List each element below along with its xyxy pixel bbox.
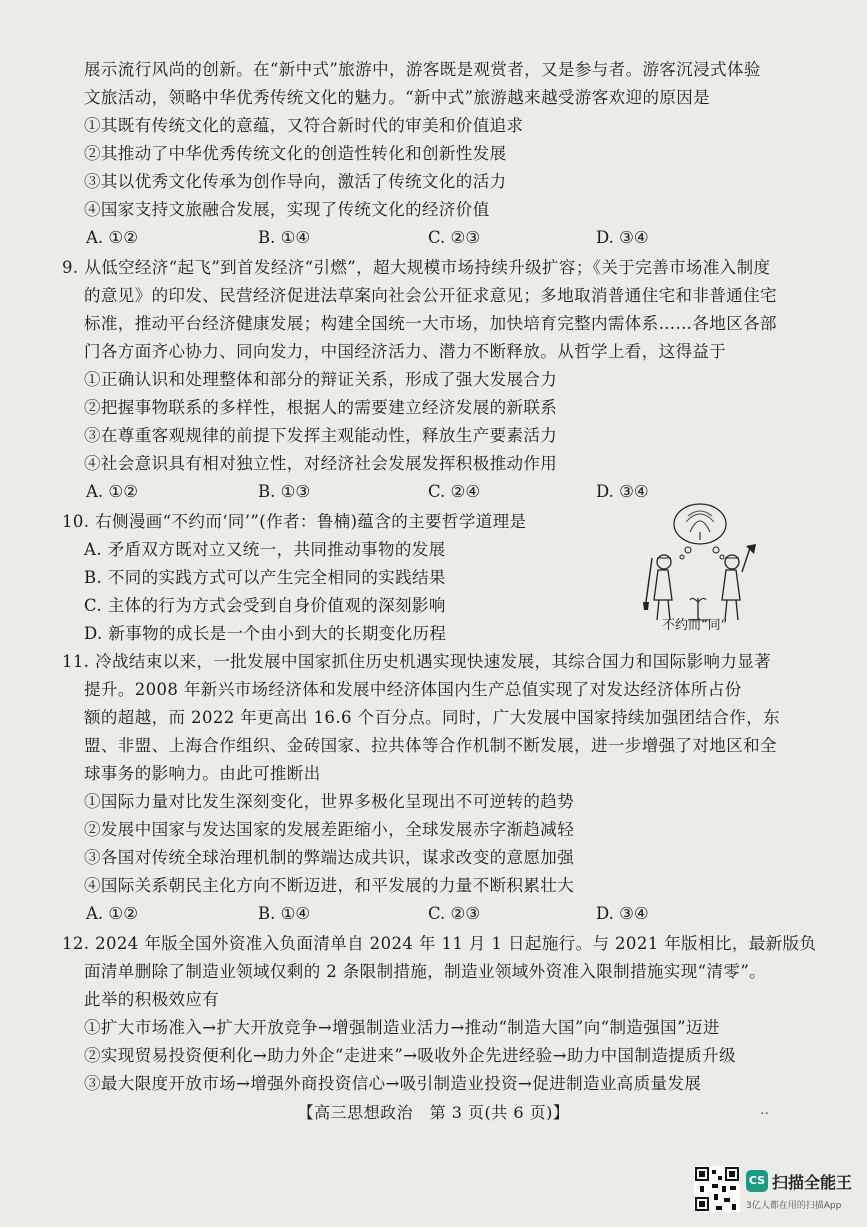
q11-statement: ②发展中国家与发达国家的发展差距缩小，全球发展赤字渐趋减轻 xyxy=(84,820,575,839)
scanner-tagline: 3亿人都在用的扫描App xyxy=(746,1201,842,1211)
q12-line: 此举的积极效应有 xyxy=(84,990,220,1009)
q12-statement: ③最大限度开放市场→增强外商投资信心→吸引制造业投资→促进制造业高质量发展 xyxy=(84,1074,702,1093)
q11-option-b: B. ①④ xyxy=(258,904,311,923)
q8-option-a: A. ①② xyxy=(86,228,138,247)
q11-stem: 11. 冷战结束以来，一批发展中国家抓住历史机遇实现快速发展，其综合国力和国际影响力显著 xyxy=(62,652,772,671)
q8-statement: ④国家支持文旅融合发展，实现了传统文化的经济价值 xyxy=(84,200,490,219)
q9-option-a: A. ①② xyxy=(86,482,138,501)
q8-option-c: C. ②③ xyxy=(428,228,481,247)
q8-line: 展示流行风尚的创新。在“新中式”旅游中，游客既是观赏者，又是参与者。游客沉浸式体验 xyxy=(84,60,761,79)
q9-line: 标准，推动平台经济健康发展；构建全国统一大市场，加快培育完整内需体系……各地区各部 xyxy=(84,314,777,333)
footer-dots: .. xyxy=(760,1102,769,1118)
q11-option-c: C. ②③ xyxy=(428,904,481,923)
camscanner-logo-icon: CS xyxy=(746,1170,768,1192)
cartoon-caption: 不约而“同” xyxy=(662,618,728,633)
q11-line: 提升。2008 年新兴市场经济体和发展中经济体国内生产总值实现了对发达经济体所占份 xyxy=(84,680,742,699)
q11-option-d: D. ③④ xyxy=(596,904,649,923)
q12-statement: ②实现贸易投资便利化→助力外企“走进来”→吸收外企先进经验→助力中国制造提质升级 xyxy=(84,1046,736,1065)
q11-line: 盟、非盟、上海合作组织、金砖国家、拉共体等合作机制不断发展，进一步增强了对地区和全 xyxy=(84,736,777,755)
page-footer: 【高三思想政治 第 3 页(共 6 页)】 xyxy=(297,1103,570,1122)
q11-statement: ④国际关系朝民主化方向不断迈进，和平发展的力量不断积累壮大 xyxy=(84,876,575,895)
q9-statement: ①正确认识和处理整体和部分的辩证关系，形成了强大发展合力 xyxy=(84,370,558,389)
q8-line: 文旅活动，领略中华优秀传统文化的魅力。“新中式”旅游越来越受游客欢迎的原因是 xyxy=(84,88,711,107)
q8-statement: ②其推动了中华优秀传统文化的创造性转化和创新性发展 xyxy=(84,144,507,163)
q10-option-c: C. 主体的行为方式会受到自身价值观的深刻影响 xyxy=(84,596,446,615)
q9-option-d: D. ③④ xyxy=(596,482,649,501)
q8-statement: ③其以优秀文化传承为创作导向，激活了传统文化的活力 xyxy=(84,172,507,191)
q9-statement: ②把握事物联系的多样性，根据人的需要建立经济发展的新联系 xyxy=(84,398,558,417)
q9-option-b: B. ①③ xyxy=(258,482,311,501)
q11-statement: ③各国对传统全球治理机制的弊端达成共识，谋求改变的意愿加强 xyxy=(84,848,575,867)
scanner-app-name: 扫描全能王 xyxy=(772,1173,853,1192)
q11-line: 额的超越，而 2022 年更高出 16.6 个百分点。同时，广大发展中国家持续加强团结合作，东 xyxy=(84,708,781,727)
q10-option-d: D. 新事物的成长是一个由小到大的长期变化历程 xyxy=(84,624,447,643)
q9-statement: ③在尊重客观规律的前提下发挥主观能动性，释放生产要素活力 xyxy=(84,426,558,445)
q8-statement: ①其既有传统文化的意蕴，又符合新时代的审美和价值追求 xyxy=(84,116,524,135)
qr-code-icon xyxy=(694,1166,740,1212)
q9-stem: 9. 从低空经济“起飞”到首发经济“引燃”，超大规模市场持续升级扩容；《关于完善市场准入制度 xyxy=(62,258,771,277)
q8-option-b: B. ①④ xyxy=(258,228,311,247)
q9-line: 门各方面齐心协力、同向发力，中国经济活力、潜力不断释放。从哲学上看，这得益于 xyxy=(84,342,727,361)
q9-statement: ④社会意识具有相对独立性，对经济社会发展发挥积极推动作用 xyxy=(84,454,558,473)
cartoon-illustration xyxy=(630,502,760,630)
q11-line: 球事务的影响力。由此可推断出 xyxy=(84,764,321,783)
q11-statement: ①国际力量对比发生深刻变化，世界多极化呈现出不可逆转的趋势 xyxy=(84,792,575,811)
q8-option-d: D. ③④ xyxy=(596,228,649,247)
q12-line: 面清单删除了制造业领域仅剩的 2 条限制措施，制造业领域外资准入限制措施实现“清零”。 xyxy=(84,962,767,981)
q12-stem: 12. 2024 年版全国外资准入负面清单自 2024 年 11 月 1 日起施行。与 2021 年版相比，最新版负 xyxy=(62,934,817,953)
q9-option-c: C. ②④ xyxy=(428,482,481,501)
q10-option-a: A. 矛盾双方既对立又统一，共同推动事物的发展 xyxy=(84,540,446,559)
q10-stem: 10. 右侧漫画“不约而‘同’”(作者：鲁楠)蕴含的主要哲学道理是 xyxy=(62,512,527,531)
q12-statement: ①扩大市场准入→扩大开放竞争→增强制造业活力→推动“制造大国”向“制造强国”迈进 xyxy=(84,1018,720,1037)
q9-line: 的意见》的印发、民营经济促进法草案向社会公开征求意见；多地取消普通住宅和非普通住宅 xyxy=(84,286,777,305)
q10-option-b: B. 不同的实践方式可以产生完全相同的实践结果 xyxy=(84,568,446,587)
q11-option-a: A. ①② xyxy=(86,904,138,923)
